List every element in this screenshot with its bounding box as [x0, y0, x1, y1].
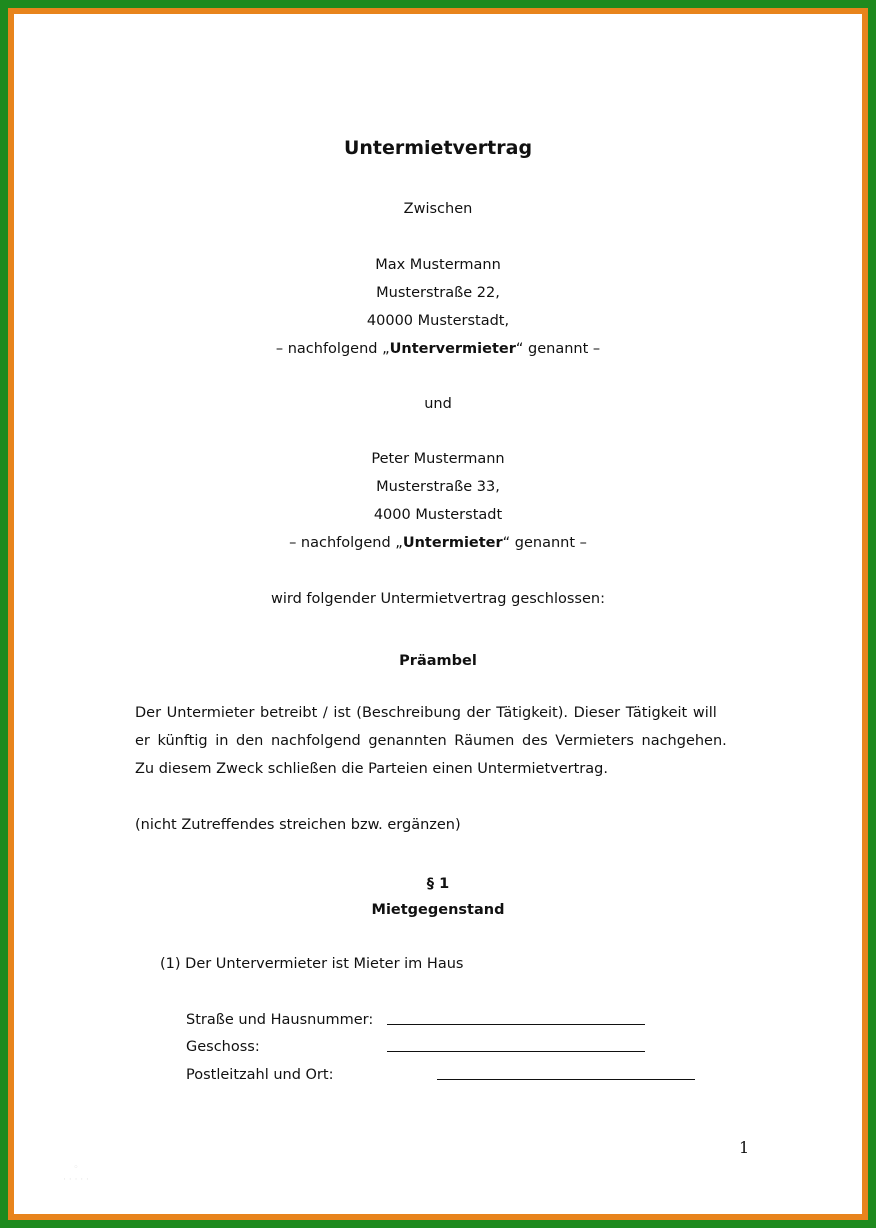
party2-street: Musterstraße 33,	[376, 479, 500, 495]
section-number: § 1	[426, 876, 450, 892]
preamble-note: (nicht Zutreffendes streichen bzw. ergänzen)	[135, 817, 461, 833]
preamble-line-2: er künftig in den nachfolgend genannten Räumen des Vermieters nachgehen.	[135, 733, 727, 749]
and-label: und	[424, 396, 452, 412]
party1-role: – nachfolgend „Untervermieter“ genannt –	[275, 341, 601, 357]
preamble-line-1: Der Untermieter betreibt / ist (Beschreibung der Tätigkeit). Dieser Tätigkeit will	[135, 705, 717, 721]
party1-role-name: Untervermieter	[389, 341, 516, 357]
clause-1: (1) Der Untervermieter ist Mieter im Haus	[160, 956, 464, 972]
field-floor-label: Geschoss:	[186, 1039, 260, 1055]
party2-city: 4000 Musterstadt	[373, 507, 503, 523]
section-heading: Mietgegenstand	[371, 902, 505, 918]
field-floor-blank[interactable]	[387, 1039, 645, 1056]
party2-role: – nachfolgend „Untermieter“ genannt –	[289, 535, 587, 551]
field-postcode-label: Postleitzahl und Ort:	[186, 1067, 334, 1083]
party2-name: Peter Mustermann	[371, 451, 505, 467]
party1-city: 40000 Musterstadt,	[366, 313, 510, 329]
party2-role-name: Untermieter	[402, 535, 503, 551]
document-page	[14, 14, 862, 1214]
field-street-blank[interactable]	[387, 1012, 645, 1029]
party1-name: Max Mustermann	[375, 257, 501, 273]
preamble-line-3: Zu diesem Zweck schließen die Parteien einen Untermietvertrag.	[135, 761, 608, 777]
between-label: Zwischen	[403, 201, 473, 217]
watermark-logo: ◦ · · · · ·	[63, 1163, 89, 1185]
preamble-heading: Präambel	[399, 653, 477, 669]
party1-street: Musterstraße 22,	[376, 285, 500, 301]
page-number: 1	[739, 1138, 750, 1157]
field-postcode-blank[interactable]	[437, 1067, 695, 1084]
field-street-label: Straße und Hausnummer:	[186, 1012, 374, 1028]
document-title: Untermietvertrag	[343, 137, 533, 159]
closing-sentence: wird folgender Untermietvertrag geschlossen:	[271, 591, 605, 607]
